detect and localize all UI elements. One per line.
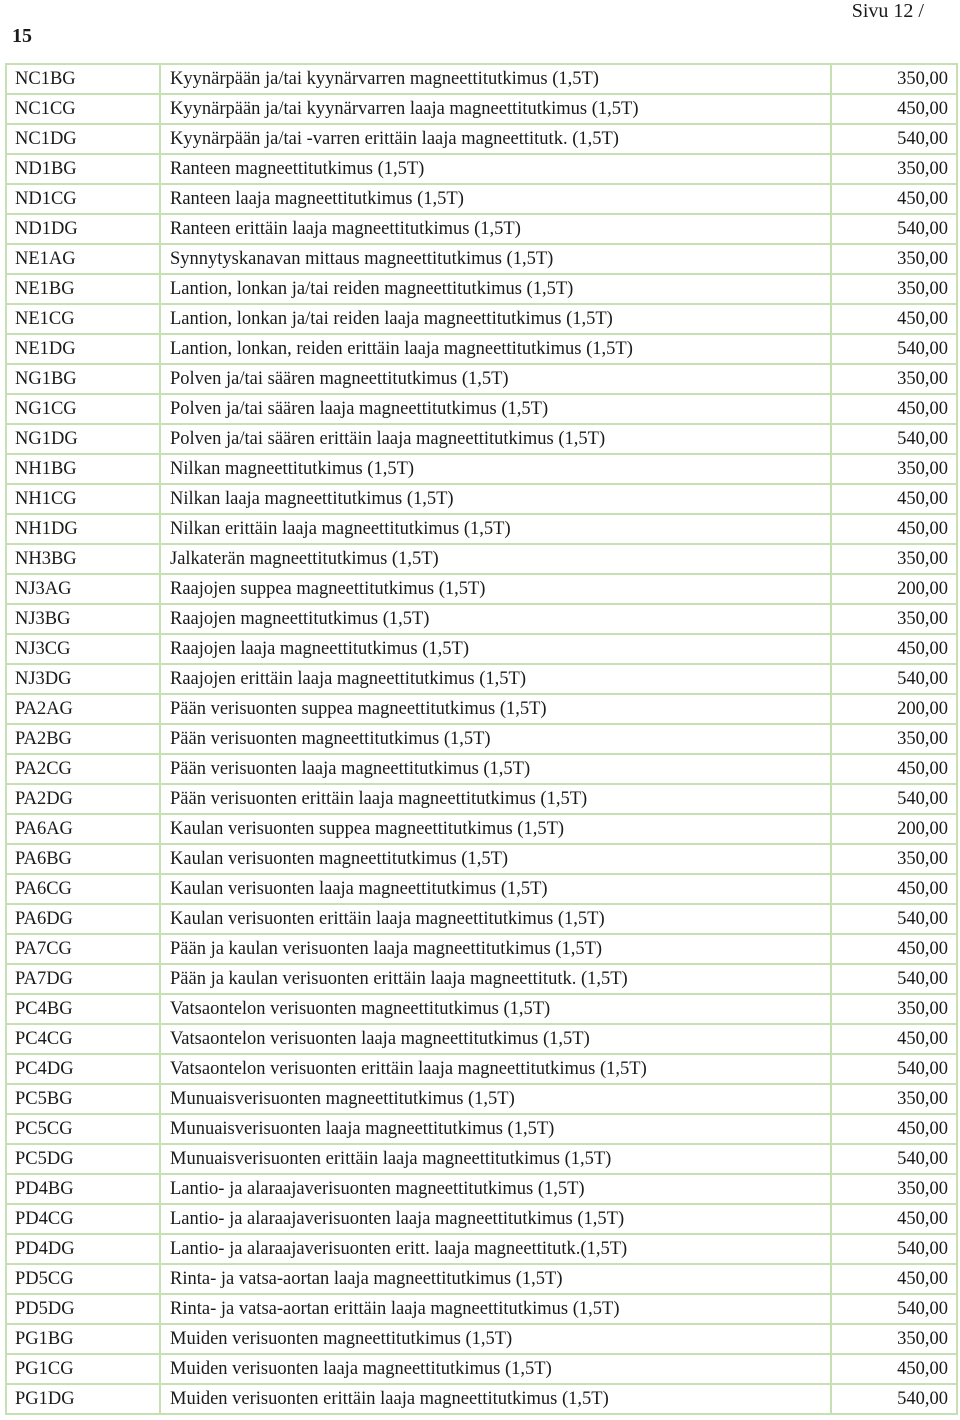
procedure-price: 540,00 [832, 1053, 958, 1083]
procedure-price: 450,00 [832, 1023, 958, 1053]
procedure-price: 350,00 [832, 603, 958, 633]
procedure-description: Raajojen suppea magneettitutkimus (1,5T) [161, 573, 832, 603]
procedure-code: PA6AG [5, 813, 161, 843]
procedure-description: Muiden verisuonten erittäin laaja magneettitutkimus (1,5T) [161, 1383, 832, 1415]
procedure-description: Kyynärpään ja/tai kyynärvarren laaja magneettitutkimus (1,5T) [161, 93, 832, 123]
procedure-description: Pään verisuonten laaja magneettitutkimus (1,5T) [161, 753, 832, 783]
procedure-code: PD4DG [5, 1233, 161, 1263]
procedure-description: Munuaisverisuonten erittäin laaja magneettitutkimus (1,5T) [161, 1143, 832, 1173]
procedure-code: NC1CG [5, 93, 161, 123]
procedure-price: 450,00 [832, 633, 958, 663]
procedure-code: NC1DG [5, 123, 161, 153]
procedure-price: 350,00 [832, 1323, 958, 1353]
table-row [5, 663, 958, 693]
procedure-price: 450,00 [832, 303, 958, 333]
table-row [5, 963, 958, 993]
procedure-price: 350,00 [832, 363, 958, 393]
price-table-body [5, 63, 958, 1415]
procedure-code: NE1DG [5, 333, 161, 363]
procedure-description: Vatsaontelon verisuonten laaja magneettitutkimus (1,5T) [161, 1023, 832, 1053]
procedure-code: PG1DG [5, 1383, 161, 1415]
table-row [5, 1383, 958, 1415]
procedure-description: Pään verisuonten suppea magneettitutkimus (1,5T) [161, 693, 832, 723]
procedure-description: Ranteen laaja magneettitutkimus (1,5T) [161, 183, 832, 213]
procedure-price: 350,00 [832, 243, 958, 273]
procedure-price: 350,00 [832, 543, 958, 573]
procedure-description: Lantion, lonkan, reiden erittäin laaja magneettitutkimus (1,5T) [161, 333, 832, 363]
procedure-description: Lantio- ja alaraajaverisuonten laaja magneettitutkimus (1,5T) [161, 1203, 832, 1233]
table-row [5, 1143, 958, 1173]
procedure-description: Kyynärpään ja/tai -varren erittäin laaja magneettitutk. (1,5T) [161, 123, 832, 153]
table-row [5, 333, 958, 363]
table-row [5, 483, 958, 513]
table-row [5, 753, 958, 783]
table-row [5, 723, 958, 753]
procedure-price: 540,00 [832, 1383, 958, 1415]
procedure-price: 540,00 [832, 1293, 958, 1323]
procedure-description: Raajojen laaja magneettitutkimus (1,5T) [161, 633, 832, 663]
procedure-price: 450,00 [832, 1113, 958, 1143]
procedure-description: Kyynärpään ja/tai kyynärvarren magneettitutkimus (1,5T) [161, 63, 832, 93]
procedure-code: NC1BG [5, 63, 161, 93]
table-row [5, 993, 958, 1023]
procedure-price: 350,00 [832, 1083, 958, 1113]
procedure-code: PA2BG [5, 723, 161, 753]
procedure-price: 450,00 [832, 93, 958, 123]
procedure-code: NJ3DG [5, 663, 161, 693]
procedure-code: PD5CG [5, 1263, 161, 1293]
table-row [5, 93, 958, 123]
table-row [5, 423, 958, 453]
table-row [5, 303, 958, 333]
procedure-description: Nilkan erittäin laaja magneettitutkimus (1,5T) [161, 513, 832, 543]
procedure-description: Polven ja/tai säären magneettitutkimus (1,5T) [161, 363, 832, 393]
table-row [5, 363, 958, 393]
procedure-description: Kaulan verisuonten erittäin laaja magneettitutkimus (1,5T) [161, 903, 832, 933]
procedure-code: PG1CG [5, 1353, 161, 1383]
procedure-price: 450,00 [832, 483, 958, 513]
procedure-price: 450,00 [832, 1203, 958, 1233]
procedure-price: 450,00 [832, 393, 958, 423]
procedure-description: Kaulan verisuonten laaja magneettitutkimus (1,5T) [161, 873, 832, 903]
procedure-description: Pään verisuonten magneettitutkimus (1,5T) [161, 723, 832, 753]
table-row [5, 1353, 958, 1383]
procedure-price: 450,00 [832, 753, 958, 783]
procedure-code: PA7DG [5, 963, 161, 993]
procedure-description: Pään verisuonten erittäin laaja magneettitutkimus (1,5T) [161, 783, 832, 813]
procedure-code: PD4CG [5, 1203, 161, 1233]
table-row [5, 453, 958, 483]
price-table [5, 63, 958, 1415]
procedure-description: Polven ja/tai säären laaja magneettitutkimus (1,5T) [161, 393, 832, 423]
procedure-description: Vatsaontelon verisuonten magneettitutkimus (1,5T) [161, 993, 832, 1023]
procedure-code: PC4DG [5, 1053, 161, 1083]
procedure-price: 450,00 [832, 1353, 958, 1383]
procedure-description: Synnytyskanavan mittaus magneettitutkimus (1,5T) [161, 243, 832, 273]
procedure-price: 450,00 [832, 1263, 958, 1293]
procedure-price: 540,00 [832, 1233, 958, 1263]
procedure-code: NE1CG [5, 303, 161, 333]
table-row [5, 513, 958, 543]
procedure-price: 540,00 [832, 783, 958, 813]
procedure-code: NG1DG [5, 423, 161, 453]
procedure-description: Rinta- ja vatsa-aortan laaja magneettitutkimus (1,5T) [161, 1263, 832, 1293]
table-row [5, 393, 958, 423]
table-row [5, 153, 958, 183]
table-row [5, 273, 958, 303]
procedure-description: Rinta- ja vatsa-aortan erittäin laaja magneettitutkimus (1,5T) [161, 1293, 832, 1323]
table-row [5, 1173, 958, 1203]
procedure-description: Pään ja kaulan verisuonten laaja magneettitutkimus (1,5T) [161, 933, 832, 963]
table-row [5, 1113, 958, 1143]
table-row [5, 573, 958, 603]
procedure-description: Vatsaontelon verisuonten erittäin laaja magneettitutkimus (1,5T) [161, 1053, 832, 1083]
table-row [5, 843, 958, 873]
table-row [5, 813, 958, 843]
procedure-price: 450,00 [832, 873, 958, 903]
procedure-price: 450,00 [832, 513, 958, 543]
procedure-code: PC5BG [5, 1083, 161, 1113]
procedure-price: 200,00 [832, 693, 958, 723]
procedure-description: Kaulan verisuonten magneettitutkimus (1,5T) [161, 843, 832, 873]
procedure-price: 540,00 [832, 213, 958, 243]
table-row [5, 243, 958, 273]
procedure-description: Lantion, lonkan ja/tai reiden laaja magneettitutkimus (1,5T) [161, 303, 832, 333]
procedure-price: 350,00 [832, 273, 958, 303]
procedure-price: 350,00 [832, 1173, 958, 1203]
procedure-code: PA6DG [5, 903, 161, 933]
table-row [5, 933, 958, 963]
procedure-description: Raajojen magneettitutkimus (1,5T) [161, 603, 832, 633]
procedure-price: 200,00 [832, 813, 958, 843]
procedure-code: NE1AG [5, 243, 161, 273]
procedure-description: Muiden verisuonten laaja magneettitutkimus (1,5T) [161, 1353, 832, 1383]
procedure-price: 350,00 [832, 843, 958, 873]
table-row [5, 873, 958, 903]
table-row [5, 1293, 958, 1323]
procedure-price: 540,00 [832, 123, 958, 153]
procedure-code: NH1BG [5, 453, 161, 483]
procedure-price: 200,00 [832, 573, 958, 603]
procedure-code: PA2AG [5, 693, 161, 723]
procedure-price: 540,00 [832, 903, 958, 933]
procedure-code: PC5CG [5, 1113, 161, 1143]
procedure-price: 350,00 [832, 453, 958, 483]
procedure-code: PA7CG [5, 933, 161, 963]
table-row [5, 213, 958, 243]
table-row [5, 603, 958, 633]
procedure-code: PG1BG [5, 1323, 161, 1353]
procedure-code: PA2CG [5, 753, 161, 783]
table-row [5, 543, 958, 573]
procedure-price: 540,00 [832, 1143, 958, 1173]
table-row [5, 1233, 958, 1263]
procedure-description: Munuaisverisuonten laaja magneettitutkimus (1,5T) [161, 1113, 832, 1143]
procedure-description: Kaulan verisuonten suppea magneettitutkimus (1,5T) [161, 813, 832, 843]
table-row [5, 1083, 958, 1113]
table-row [5, 183, 958, 213]
procedure-price: 450,00 [832, 933, 958, 963]
table-row [5, 633, 958, 663]
procedure-description: Munuaisverisuonten magneettitutkimus (1,5T) [161, 1083, 832, 1113]
procedure-code: ND1BG [5, 153, 161, 183]
procedure-code: PA6BG [5, 843, 161, 873]
procedure-description: Ranteen magneettitutkimus (1,5T) [161, 153, 832, 183]
table-row [5, 1053, 958, 1083]
table-row [5, 123, 958, 153]
procedure-code: NE1BG [5, 273, 161, 303]
procedure-code: NJ3BG [5, 603, 161, 633]
procedure-price: 350,00 [832, 63, 958, 93]
procedure-code: ND1DG [5, 213, 161, 243]
procedure-code: NG1BG [5, 363, 161, 393]
procedure-code: PD4BG [5, 1173, 161, 1203]
procedure-price: 350,00 [832, 723, 958, 753]
procedure-code: NJ3AG [5, 573, 161, 603]
procedure-description: Pään ja kaulan verisuonten erittäin laaja magneettitutk. (1,5T) [161, 963, 832, 993]
procedure-description: Muiden verisuonten magneettitutkimus (1,5T) [161, 1323, 832, 1353]
procedure-price: 540,00 [832, 663, 958, 693]
page-indicator: Sivu 12 / [851, 0, 924, 22]
page-number: 15 [12, 25, 32, 47]
procedure-price: 450,00 [832, 183, 958, 213]
procedure-code: PA2DG [5, 783, 161, 813]
procedure-code: NH1CG [5, 483, 161, 513]
procedure-description: Lantio- ja alaraajaverisuonten eritt. laaja magneettitutk.(1,5T) [161, 1233, 832, 1263]
procedure-code: NJ3CG [5, 633, 161, 663]
procedure-code: PA6CG [5, 873, 161, 903]
table-row [5, 1023, 958, 1053]
procedure-description: Nilkan laaja magneettitutkimus (1,5T) [161, 483, 832, 513]
table-row [5, 693, 958, 723]
procedure-description: Lantio- ja alaraajaverisuonten magneettitutkimus (1,5T) [161, 1173, 832, 1203]
procedure-price: 350,00 [832, 993, 958, 1023]
procedure-description: Raajojen erittäin laaja magneettitutkimus (1,5T) [161, 663, 832, 693]
procedure-price: 540,00 [832, 423, 958, 453]
procedure-code: NH1DG [5, 513, 161, 543]
procedure-code: PC5DG [5, 1143, 161, 1173]
procedure-code: NH3BG [5, 543, 161, 573]
procedure-description: Jalkaterän magneettitutkimus (1,5T) [161, 543, 832, 573]
table-row [5, 1323, 958, 1353]
procedure-code: NG1CG [5, 393, 161, 423]
procedure-price: 540,00 [832, 333, 958, 363]
procedure-description: Lantion, lonkan ja/tai reiden magneettitutkimus (1,5T) [161, 273, 832, 303]
procedure-code: PD5DG [5, 1293, 161, 1323]
procedure-description: Ranteen erittäin laaja magneettitutkimus (1,5T) [161, 213, 832, 243]
procedure-price: 350,00 [832, 153, 958, 183]
table-row [5, 903, 958, 933]
procedure-code: PC4CG [5, 1023, 161, 1053]
table-row [5, 783, 958, 813]
table-row [5, 1203, 958, 1233]
procedure-code: ND1CG [5, 183, 161, 213]
procedure-code: PC4BG [5, 993, 161, 1023]
table-row [5, 1263, 958, 1293]
procedure-description: Polven ja/tai säären erittäin laaja magneettitutkimus (1,5T) [161, 423, 832, 453]
procedure-description: Nilkan magneettitutkimus (1,5T) [161, 453, 832, 483]
procedure-price: 540,00 [832, 963, 958, 993]
table-row [5, 63, 958, 93]
